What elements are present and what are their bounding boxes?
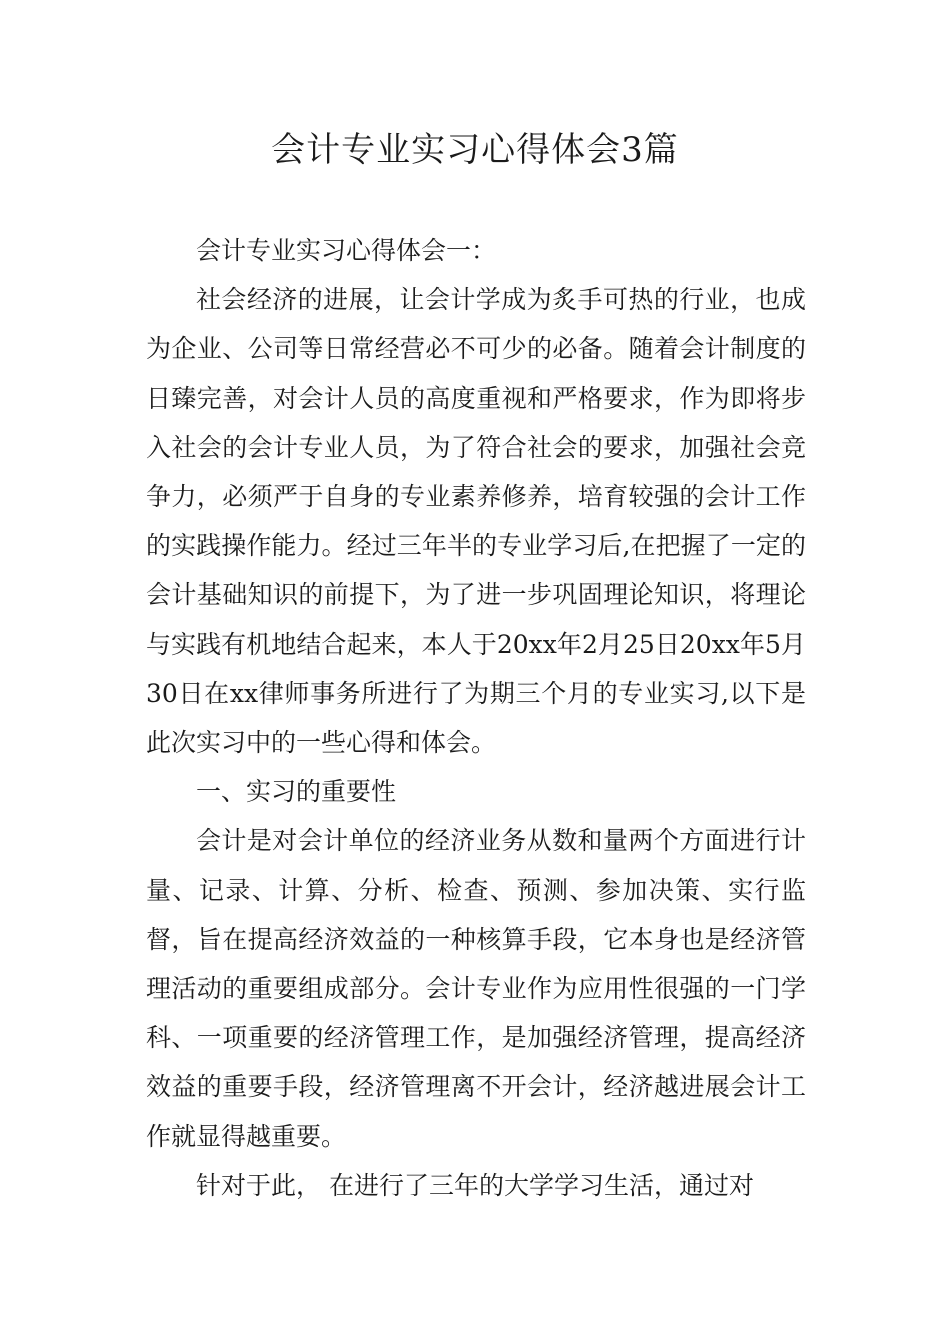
paragraph-intro: 社会经济的进展，让会计学成为炙手可热的行业，也成为企业、公司等日常经营必不可少的必备。随着会计制度的日臻完善，对会计人员的高度重视和严格要求，作为即将步入社会的会计专业人员，为了符合社会的要求，加强社会竞争力，必须严于自身的专业素养修养，培育较强的会计工作的实践操作能力。经过三年半的专业学习后,在把握了一定的会计基础知识的前提下，为了进一步巩固理论知识，将理论与实践有机地结合起来，本人于20xx年2月25日20xx年5月30日在xx律师事务所进行了为期三个月的专业实习,以下是此次实习中的一些心得和体会。 — [146, 285, 806, 758]
document-body — [146, 226, 806, 1210]
subheading-importance: 一、实习的重要性 — [196, 777, 397, 807]
paragraph-continuation: 针对于此， 在进行了三年的大学学习生活，通过对 — [196, 1170, 754, 1200]
section-heading: 会计专业实习心得体会一： — [196, 236, 497, 265]
document-title: 会计专业实习心得体会3篇 — [271, 130, 679, 170]
paragraph-accounting-definition: 会计是对会计单位的经济业务从数和量两个方面进行计量、记录、计算、分析、检查、预测、参加决策、实行监督，旨在提高经济效益的一种核算手段，它本身也是经济管理活动的重要组成部分。会计专业作为应用性很强的一门学科、一项重要的经济管理工作，是加强经济管理，提高经济效益的重要手段，经济管理离不开会计，经济越进展会计工作就显得越重要。 — [146, 826, 806, 1151]
